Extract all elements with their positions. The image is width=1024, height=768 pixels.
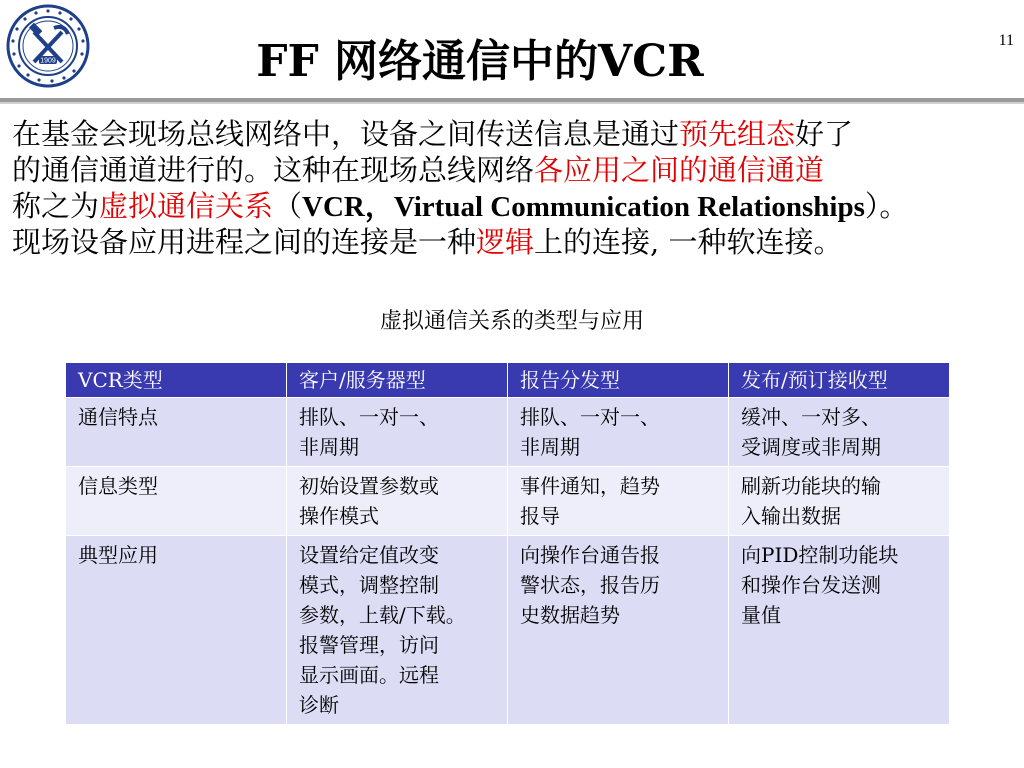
table-cell: [729, 398, 950, 467]
slide-title: FF 网络通信中的VCR: [256, 36, 704, 87]
cell-line: 初始设置参数或: [299, 474, 439, 498]
table-header-cell: 发布/预订接收型: [729, 363, 950, 398]
text-segment: 称之为: [12, 189, 100, 223]
paragraph-line-4: [12, 224, 1022, 260]
highlight-term: 逻辑: [476, 225, 535, 259]
row-label: 典型应用: [66, 536, 287, 725]
paragraph-line-2: [12, 152, 1022, 188]
cell-line: 排队、一对一、: [299, 405, 439, 429]
highlight-term: 各应用之间的通信通道: [534, 153, 825, 187]
row-label: 通信特点: [66, 398, 287, 467]
table-caption: 虚拟通信关系的类型与应用: [379, 309, 644, 334]
cell-line: 显示画面。远程: [299, 663, 439, 687]
highlight-term: 预先组态: [679, 117, 796, 151]
cell-line: 缓冲、一对多、: [741, 405, 881, 429]
cell-line: 史数据趋势: [520, 603, 620, 627]
table-header-cell: VCR类型: [66, 363, 287, 398]
table-header-cell: 客户/服务器型: [287, 363, 508, 398]
paragraph-line-3: [12, 188, 1022, 224]
cell-line: 事件通知，趋势: [520, 474, 660, 498]
cell-line: 非周期: [520, 435, 580, 459]
text-segment: 好了: [795, 117, 854, 151]
text-segment: ）。: [864, 189, 909, 223]
cell-line: 设置给定值改变: [299, 543, 439, 567]
cell-line: 量值: [741, 603, 781, 627]
cell-line: 操作模式: [299, 504, 379, 528]
text-segment: 现场设备应用进程之间的连接是一种: [12, 225, 477, 259]
table-cell: [729, 467, 950, 536]
cell-line: 入输出数据: [741, 504, 841, 528]
table-header-cell: 报告分发型: [508, 363, 729, 398]
text-segment: （: [273, 189, 303, 223]
cell-line: 报警管理，访问: [299, 633, 439, 657]
table-row: [66, 398, 950, 467]
cell-line: 向操作台通告报: [520, 543, 660, 567]
text-segment: 在基金会现场总线网络中，设备之间传送信息是通过: [12, 117, 680, 151]
cell-line: 诊断: [299, 693, 339, 717]
cell-line: 模式，调整控制: [299, 573, 439, 597]
cell-line: 排队、一对一、: [520, 405, 660, 429]
cell-line: 和操作台发送测: [741, 573, 881, 597]
title-divider-shadow: [0, 102, 1024, 104]
table-cell: [729, 536, 950, 725]
table-cell: [508, 536, 729, 725]
vcr-english-term: VCR，Virtual Communication Relationships: [302, 191, 865, 223]
cell-line: 刷新功能块的输: [741, 474, 881, 498]
table-cell: [508, 398, 729, 467]
table-cell: [287, 467, 508, 536]
page-number: 11: [998, 32, 1014, 49]
cell-line: 报导: [520, 504, 560, 528]
table-cell: [508, 467, 729, 536]
cell-line: 非周期: [299, 435, 359, 459]
table-row: [66, 467, 950, 536]
vcr-types-table: [65, 362, 950, 725]
paragraph-line-1: [12, 116, 1022, 152]
text-segment: 上的连接, 一种软连接。: [534, 225, 843, 259]
cell-line: 受调度或非周期: [741, 435, 881, 459]
table-cell: [287, 536, 508, 725]
cell-line: 警状态，报告历: [520, 573, 660, 597]
highlight-term: 虚拟通信关系: [99, 189, 274, 223]
text-segment: 的通信通道进行的。这种在现场总线网络: [12, 153, 535, 187]
cell-line: 参数，上载/下载。: [299, 603, 466, 627]
cell-line: 向PID控制功能块: [741, 543, 899, 567]
body-paragraph: [12, 116, 1022, 260]
logo-year: 1909: [40, 57, 56, 65]
table-header-row: [66, 363, 950, 398]
table-row: [66, 536, 950, 725]
table-cell: [287, 398, 508, 467]
row-label: 信息类型: [66, 467, 287, 536]
